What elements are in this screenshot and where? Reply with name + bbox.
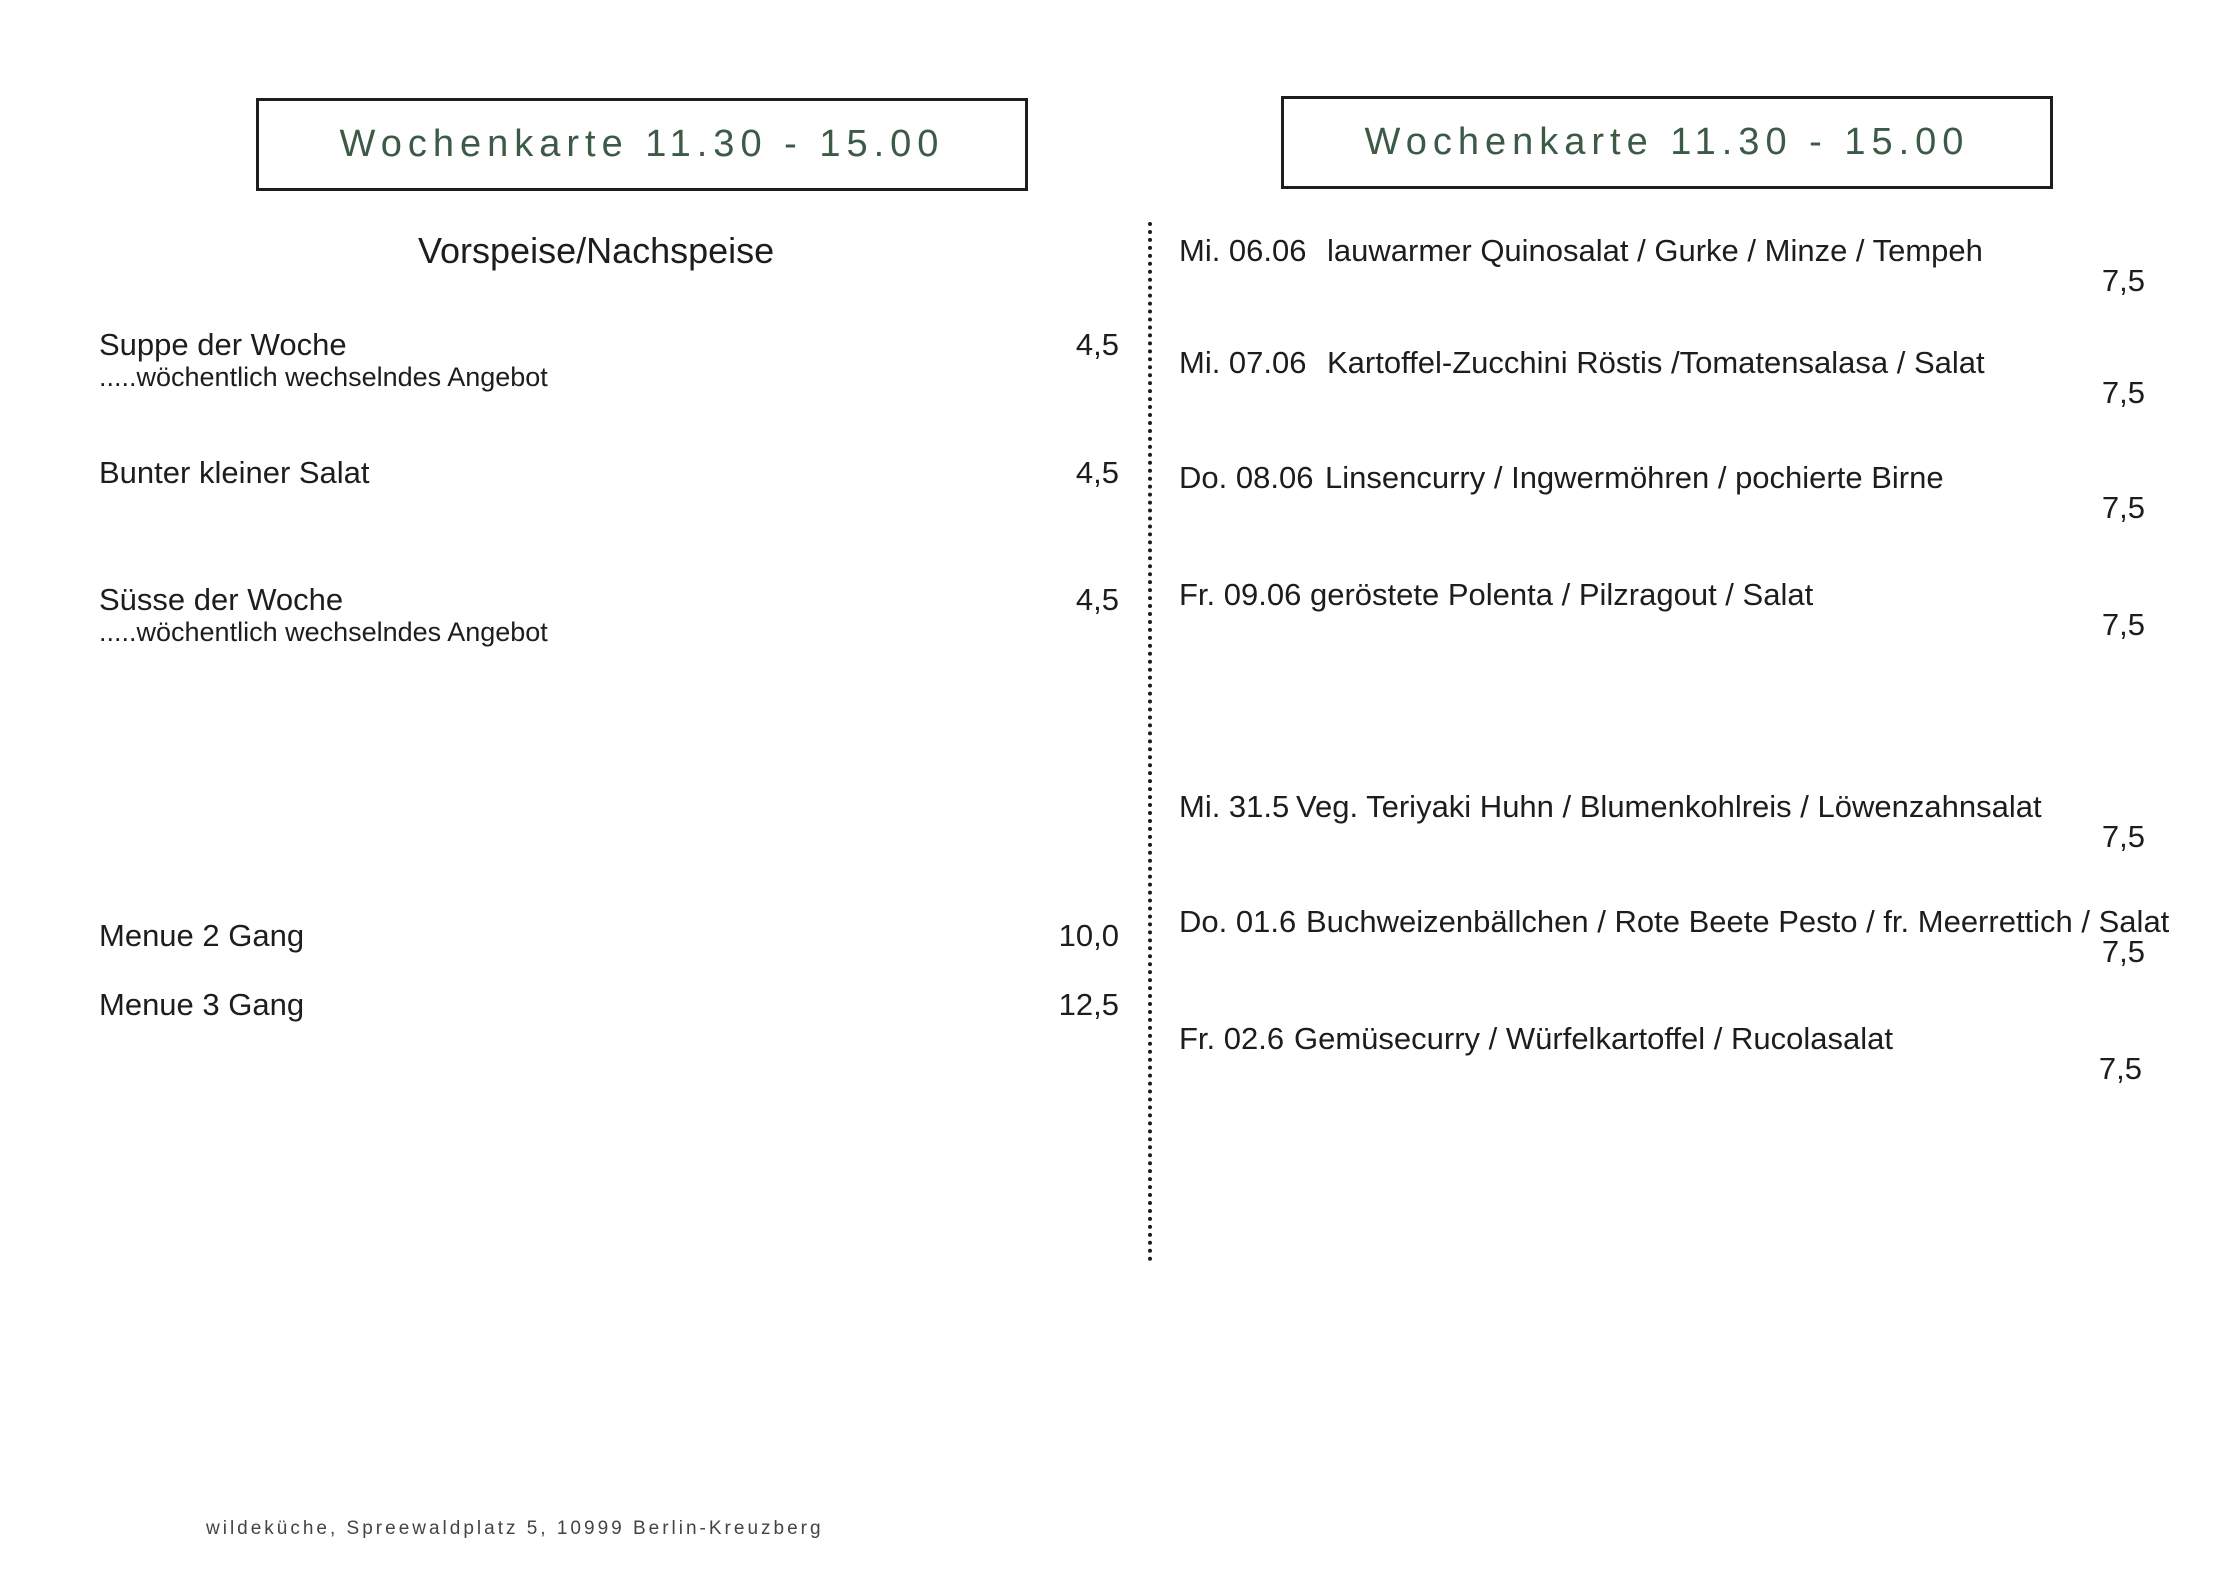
dish-day: Mi. 07.06 <box>1179 345 1307 380</box>
page-title-left: Wochenkarte 11.30 - 15.00 <box>339 123 945 165</box>
dish-day: Fr. 02.6 <box>1179 1021 1285 1056</box>
dish-name: Veg. Teriyaki Huhn / Blumenkohlreis / Löwenzahnsalat <box>1296 789 2042 824</box>
dish-day: Do. 08.06 <box>1179 460 1314 495</box>
menu-item-name: Menue 3 Gang <box>99 987 305 1022</box>
title-box-right <box>1281 96 2053 189</box>
footer-address: wildeküche, Spreewaldplatz 5, 10999 Berlin-Kreuzberg <box>206 1518 824 1539</box>
dish-name: Linsencurry / Ingwermöhren / pochierte Birne <box>1325 460 1944 495</box>
dish-price: 7,5 <box>2101 263 2145 298</box>
dish-price: 7,5 <box>2101 490 2145 525</box>
menu-item-name: Suppe der Woche <box>99 327 347 362</box>
dish-price: 7,5 <box>2098 1051 2142 1086</box>
dish-day: Mi. 31.5 <box>1179 789 1290 824</box>
menu-item-price: 4,5 <box>1075 582 1119 617</box>
dish-price: 7,5 <box>2101 819 2145 854</box>
section-heading: Vorspeise/Nachspeise <box>418 230 775 271</box>
title-box-left <box>256 98 1028 191</box>
dish-price: 7,5 <box>2101 607 2145 642</box>
dish-day: Fr. 09.06 <box>1179 577 1302 612</box>
dish-name: Gemüsecurry / Würfelkartoffel / Rucolasalat <box>1294 1021 1893 1056</box>
dish-name: Kartoffel-Zucchini Röstis /Tomatensalasa / Salat <box>1327 345 1985 380</box>
dish-price: 7,5 <box>2101 375 2145 410</box>
menu-item-desc: .....wöchentlich wechselndes Angebot <box>99 617 548 647</box>
dish-name: lauwarmer Quinosalat / Gurke / Minze / Tempeh <box>1327 233 1983 268</box>
dish-price: 7,5 <box>2101 934 2145 969</box>
dish-day: Mi. 06.06 <box>1179 233 1307 268</box>
menu-item-desc: .....wöchentlich wechselndes Angebot <box>99 362 548 392</box>
menu-item-name: Süsse der Woche <box>99 582 344 617</box>
column-divider <box>1148 222 1152 1262</box>
menu-item-name: Menue 2 Gang <box>99 918 305 953</box>
menu-item-price: 4,5 <box>1075 455 1119 490</box>
dish-day: Do. 01.6 <box>1179 904 1297 939</box>
menu-item-price: 10,0 <box>1058 918 1119 953</box>
page-title-right: Wochenkarte 11.30 - 15.00 <box>1364 121 1970 163</box>
menu-item-name: Bunter kleiner Salat <box>99 455 370 490</box>
menu-item-price: 4,5 <box>1075 327 1119 362</box>
dish-name: Buchweizenbällchen / Rote Beete Pesto / fr. Meerrettich / Salat <box>1306 904 2170 939</box>
dish-name: geröstete Polenta / Pilzragout / Salat <box>1310 577 1814 612</box>
menu-item-price: 12,5 <box>1058 987 1119 1022</box>
